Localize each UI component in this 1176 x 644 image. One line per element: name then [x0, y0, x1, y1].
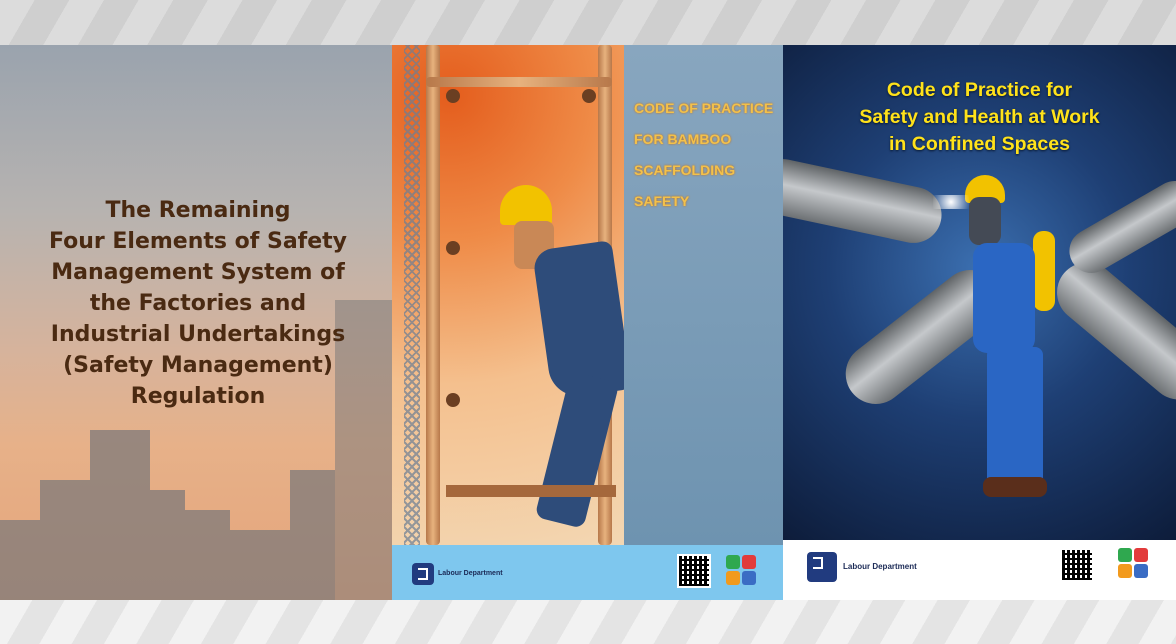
confined-spaces-cover[interactable] [783, 45, 1176, 600]
confined-space-illustration [783, 45, 1176, 540]
safety-net [404, 45, 420, 545]
partner-logos-icon [726, 555, 756, 585]
skyline-building [290, 470, 335, 600]
bamboo-tie [582, 89, 596, 103]
bamboo-scaffolding-cover[interactable] [392, 45, 783, 600]
pipe [783, 154, 947, 248]
bamboo-pole [426, 45, 440, 545]
confined-cover-footer [783, 540, 1176, 600]
cover-title-area [624, 45, 783, 545]
air-cylinder [1033, 231, 1055, 311]
partner-logos-icon [1118, 548, 1148, 578]
worker-body [973, 243, 1035, 353]
confined-cover-title [813, 77, 1146, 158]
intro-panel [0, 45, 392, 600]
respirator-mask [969, 197, 1001, 245]
bamboo-tie [446, 241, 460, 255]
footer-org-name: Labour Department [438, 570, 503, 577]
bamboo-title-line: FOR BAMBOO [634, 131, 732, 147]
bamboo-title-line: SCAFFOLDING [634, 162, 736, 178]
skyline-building [150, 490, 185, 600]
intro-title-line: Industrial Undertakings [50, 322, 346, 347]
footer-org-name: Labour Department [843, 562, 917, 571]
intro-title-line: (Safety Management) [63, 353, 333, 378]
skyline-building [90, 430, 150, 600]
labour-department-logo-icon [807, 552, 837, 582]
skyline-building [0, 520, 40, 600]
qr-code-icon [677, 554, 711, 588]
headlamp-beam [933, 195, 969, 209]
pipe [1061, 173, 1176, 281]
scaffold-board [446, 485, 616, 497]
bottom-stripe-background [0, 600, 1176, 644]
skyline-building [230, 530, 290, 600]
labour-department-logo-icon [412, 563, 434, 585]
intro-title-line: Four Elements of Safety [48, 229, 348, 254]
pipe [1045, 250, 1176, 412]
scaffolding-illustration [392, 45, 624, 545]
bamboo-cover-footer [392, 545, 783, 600]
intro-title-line: Regulation [130, 384, 266, 409]
qr-code-icon [1060, 548, 1094, 582]
skyline-building [40, 480, 90, 600]
intro-title-line: The Remaining [105, 198, 291, 223]
confined-title-line: Code of Practice for [886, 79, 1073, 101]
intro-title [30, 195, 366, 412]
hard-hat [500, 185, 552, 225]
bamboo-title-line: SAFETY [634, 193, 690, 209]
bamboo-cover-title [634, 93, 779, 217]
worker-legs [987, 347, 1043, 495]
boots [983, 477, 1047, 497]
bamboo-ledger [426, 77, 612, 87]
top-stripe-background [0, 0, 1176, 45]
bamboo-tie [446, 89, 460, 103]
intro-title-line: the Factories and [89, 291, 307, 316]
skyline-building [185, 510, 230, 600]
bamboo-tie [446, 393, 460, 407]
confined-title-line: in Confined Spaces [889, 133, 1070, 155]
confined-title-line: Safety and Health at Work [859, 106, 1100, 128]
intro-title-line: Management System of [51, 260, 345, 285]
bamboo-title-line: CODE OF PRACTICE [634, 100, 774, 116]
